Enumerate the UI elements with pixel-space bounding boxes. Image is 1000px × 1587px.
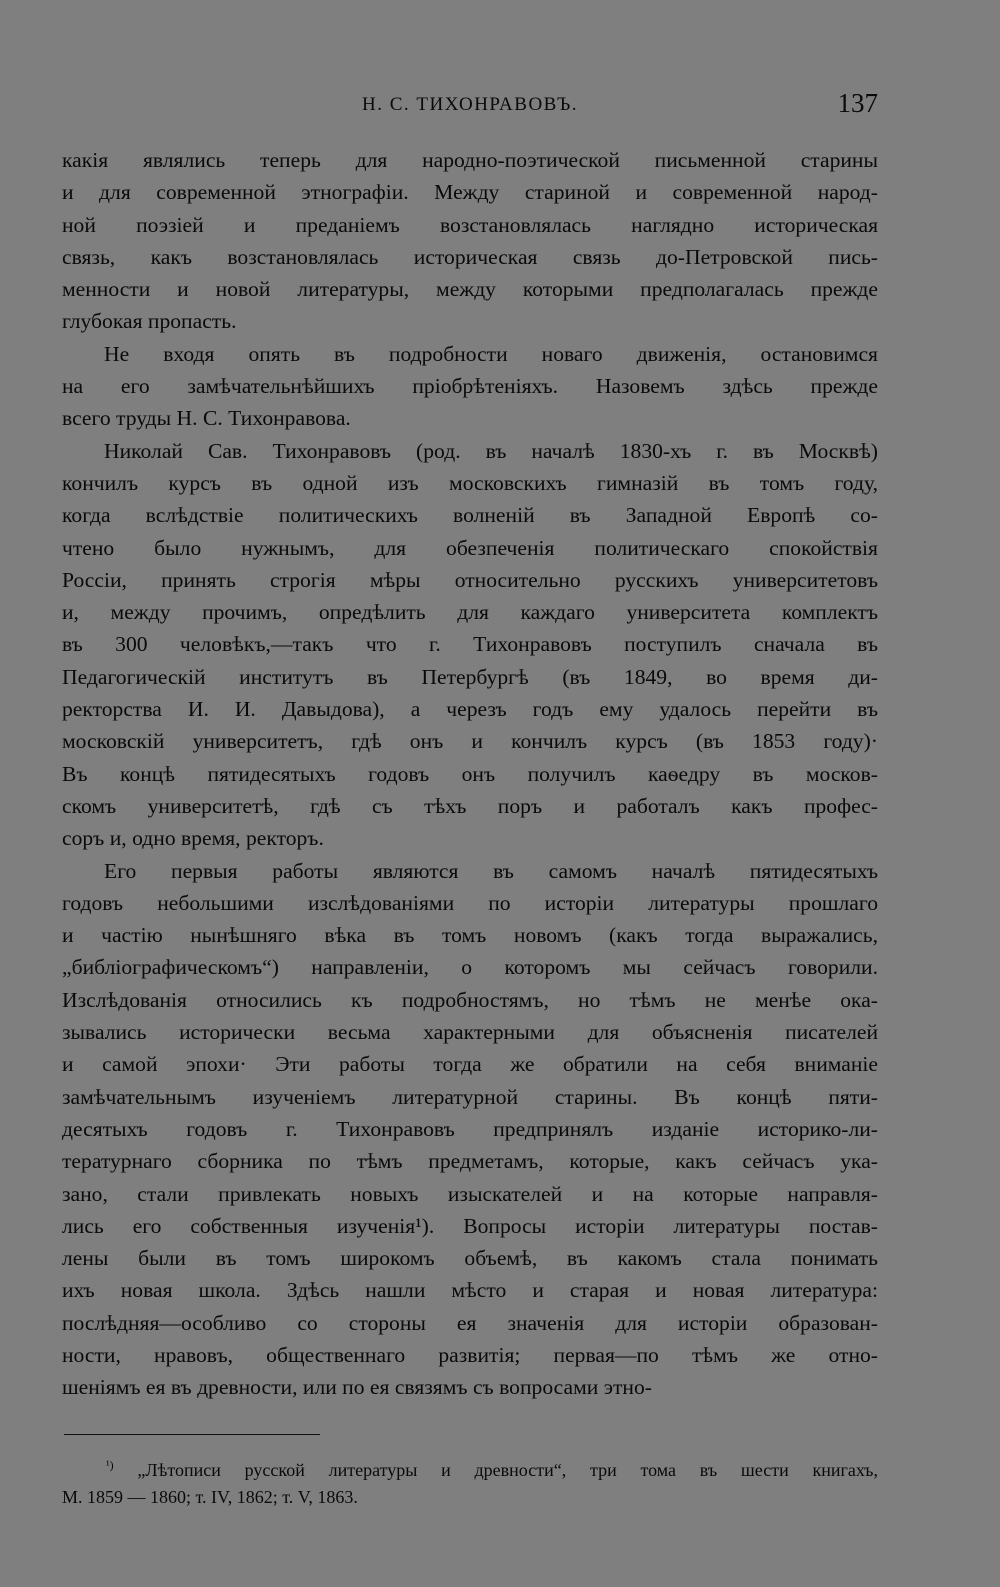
- text-line: на его замѣчательнѣйшихъ пріобрѣтеніяхъ. Назовемъ здѣсь прежде: [62, 374, 878, 399]
- text-line: ректорства И. И. Давыдова), а черезъ годъ ему удалось перейти въ: [62, 697, 878, 722]
- footnote-marker: ¹): [106, 1458, 114, 1472]
- text-line: связь, какъ возстановлялась историческая связь до-Петровской пись-: [62, 244, 878, 269]
- text-line: и самой эпохи· Эти работы тогда же обратили на себя вниманіе: [62, 1052, 878, 1077]
- text-line: тературнаго сборника по тѣмъ предметамъ, которые, какъ сейчасъ ука-: [62, 1149, 878, 1174]
- text-line: ной поэзіей и преданіемъ возстановлялась наглядно историческая: [62, 212, 878, 237]
- text-line: Не входя опять въ подробности новаго движенія, остановимся: [104, 341, 878, 366]
- paragraph: [62, 855, 878, 1404]
- paragraph: [62, 338, 878, 435]
- text-line: ихъ новая школа. Здѣсь нашли мѣсто и старая и новая литература:: [62, 1278, 878, 1303]
- text-line: Въ концѣ пятидесятыхъ годовъ онъ получилъ каѳедру въ москов-: [62, 761, 878, 786]
- footnote-line: М. 1859 — 1860; т. IV, 1862; т. V, 1863.: [62, 1487, 358, 1507]
- text-line: Его первыя работы являются въ самомъ началѣ пятидесятыхъ: [104, 858, 878, 883]
- body-text: [62, 144, 878, 1404]
- text-line: Россіи, принять строгія мѣры относительно русскихъ университетовъ: [62, 567, 878, 592]
- running-head: [62, 88, 878, 124]
- text-line: московскій университетъ, гдѣ онъ и кончилъ курсъ (въ 1853 году)·: [62, 729, 878, 754]
- text-line: зано, стали привлекать новыхъ изыскателей и на которые направля-: [62, 1181, 878, 1206]
- text-line: въ 300 человѣкъ,—такъ что г. Тихонравовъ поступилъ сначала въ: [62, 632, 878, 657]
- text-line: чтено было нужнымъ, для обезпеченія политическаго спокойствія: [62, 535, 878, 560]
- footnote-separator: [64, 1434, 320, 1435]
- text-line: шеніямъ ея въ древности, или по ея связямъ съ вопросами этно-: [62, 1375, 652, 1400]
- text-line: послѣдняя—особливо со стороны ея значенія для исторіи образован-: [62, 1310, 878, 1335]
- text-line: десятыхъ годовъ г. Тихонравовъ предпринялъ изданіе историко-ли-: [62, 1116, 878, 1141]
- text-line: и, между прочимъ, опредѣлить для каждаго университета комплектъ: [62, 600, 878, 625]
- text-line: Николай Сав. Тихонравовъ (род. въ началѣ 1830-хъ г. въ Москвѣ): [104, 438, 878, 463]
- text-line: скомъ университетѣ, гдѣ съ тѣхъ поръ и работалъ какъ профес-: [62, 793, 878, 818]
- text-line: ности, нравовъ, общественнаго развитія; первая—по тѣмъ же отно-: [62, 1342, 878, 1367]
- footnote-line: [62, 1452, 878, 1484]
- footnote: [62, 1452, 878, 1511]
- text-line: замѣчательнымъ изученіемъ литературной старины. Въ концѣ пяти-: [62, 1084, 878, 1109]
- text-line: какія являлись теперь для народно-поэтической письменной старины: [62, 148, 878, 172]
- paragraph: [62, 144, 878, 338]
- text-line: Педагогическій институтъ въ Петербургѣ (въ 1849, во время ди-: [62, 664, 878, 689]
- text-line: и частію нынѣшняго вѣка въ томъ новомъ (какъ тогда выражались,: [62, 923, 878, 948]
- text-line: Изслѣдованія относились къ подробностямъ, но тѣмъ не менѣе ока-: [62, 987, 878, 1012]
- text-line: лись его собственныя изученія¹). Вопросы исторіи литературы постав-: [62, 1213, 878, 1238]
- paragraph: [62, 435, 878, 855]
- text-line: соръ и, одно время, ректоръ.: [62, 826, 324, 851]
- text-line: и для современной этнографіи. Между стариной и современной народ-: [62, 180, 878, 205]
- text-line: „библіографическомъ“) направленіи, о которомъ мы сейчасъ говорили.: [62, 955, 878, 980]
- footnote-text: „Лѣтописи русской литературы и древности“, три тома въ шести книгахъ,: [137, 1460, 878, 1480]
- text-line: зывались исторически весьма характерными для объясненія писателей: [62, 1020, 878, 1045]
- text-line: лены были въ томъ широкомъ объемѣ, въ какомъ стала понимать: [62, 1246, 878, 1271]
- text-line: годовъ небольшими изслѣдованіями по исторіи литературы прошлаго: [62, 890, 878, 915]
- text-line: кончилъ курсъ въ одной изъ московскихъ гимназій въ томъ году,: [62, 470, 878, 495]
- text-line: менности и новой литературы, между которыми предполагалась прежде: [62, 277, 878, 302]
- page-number: 137: [837, 88, 878, 118]
- text-line: всего труды Н. С. Тихонравова.: [62, 406, 351, 431]
- running-title: Н. С. ТИХОНРАВОВЪ.: [362, 94, 578, 115]
- text-line: когда вслѣдствіе политическихъ волненій въ Западной Европѣ со-: [62, 503, 878, 528]
- text-line: глубокая пропасть.: [62, 309, 237, 334]
